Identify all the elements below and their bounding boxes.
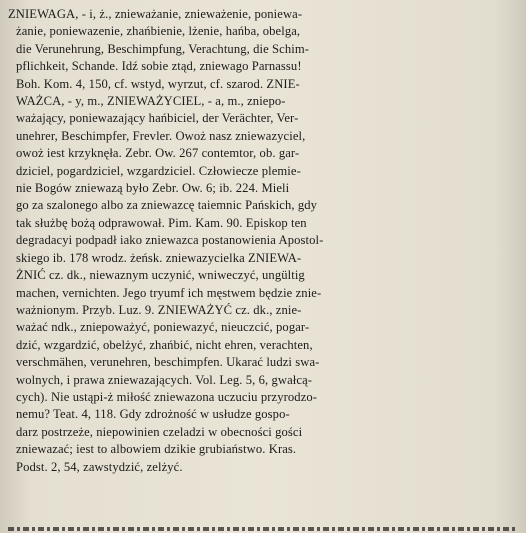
- entry-line: wolnych, i prawa zniewazających. Vol. Leg. 5, 6, gwałcą-: [16, 372, 313, 387]
- entry-line: owoż iest krzyknęła. Zebr. Ow. 267 contemtor, ob. gar-: [16, 146, 300, 161]
- entry-line: Podst. 2, 54, zawstydzić, zelżyć.: [16, 459, 183, 474]
- entry-line: darz postrzeże, niepowinien czeladzi w obecności gości: [16, 424, 303, 439]
- entry-line: nie Bogów zniewazą było Zebr. Ow. 6; ib. 224. Mieli: [16, 181, 290, 196]
- entry-line: WAŻCA, - y, m., ZNIEWAŻYCIEL, - a, m., zniepo-: [16, 94, 286, 109]
- entry-line: machen, vernichten. Jego tryumf ich męstwem będzie znie-: [16, 285, 322, 300]
- entry-line: nemu? Teat. 4, 118. Gdy zdrożność w usłudze gospo-: [16, 407, 290, 422]
- entry-line: zniewazać; iest to albowiem dzikie grubiaństwo. Kras.: [16, 442, 297, 457]
- entry-line: tak służbę bożą odprawował. Pim. Kam. 90. Episkop ten: [16, 215, 307, 230]
- entry-line: die Verunehrung, Beschimpfung, Verachtung, die Schim-: [16, 41, 310, 56]
- entry-line: ważający, poniewazający hańbiciel, der Verächter, Ver-: [16, 111, 299, 126]
- entry-line: degradacyi podpadł iako zniewazca postanowienia Apostol-: [16, 233, 324, 248]
- entry-line: go za szalonego albo za zniewazcę taiemnic Pańskich, gdy: [16, 198, 318, 213]
- entry-line: verschmähen, verunehren, beschimpfen. Ukarać ludzi swa-: [16, 355, 320, 370]
- entry-line: unehrer, Beschimpfer, Frevler. Owoż nasz zniewazyciel,: [16, 128, 306, 143]
- entry-line: ważnionym. Przyb. Luz. 9. ZNIEWAŻYĆ cz. dk., znie-: [16, 302, 302, 317]
- entry-line: dziciel, pogardziciel, wzgardziciel. Człowiecze plemie-: [16, 163, 301, 178]
- cropped-next-entry-fragment: [8, 526, 516, 533]
- entry-line: skiego ib. 178 wrodz. żeńsk. zniewazycielka ZNIEWA-: [16, 250, 302, 265]
- entry-line: ŻNIĆ cz. dk., niewaznym uczynić, wniweczyć, ungültig: [16, 268, 305, 283]
- entry-line: cych). Nie ustąpi-ż miłość zniewazona uczuciu przyrodzo-: [16, 389, 318, 404]
- entry-line: dzić, wzgardzić, obelżyć, zhańbić, nicht ehren, verachten,: [16, 337, 313, 352]
- entry-line: pflichkeit, Schande. Idź sobie ztąd, zniewago Parnassu!: [16, 59, 302, 74]
- entry-line: ważać ndk., zniepoważyć, poniewazyć, nieuczcić, pogar-: [16, 320, 310, 335]
- entry-line: żanie, poniewazenie, zhańbienie, lżenie, hańba, obelga,: [16, 24, 301, 39]
- entry-line: ZNIEWAGA, - i, ż., znieważanie, znieważenie, poniewa-: [8, 7, 303, 21]
- entry-line: Boh. Kom. 4, 150, cf. wstyd, wyrzut, cf. szarod. ZNIE-: [16, 76, 300, 91]
- dictionary-entry-zniewaga: [8, 6, 516, 476]
